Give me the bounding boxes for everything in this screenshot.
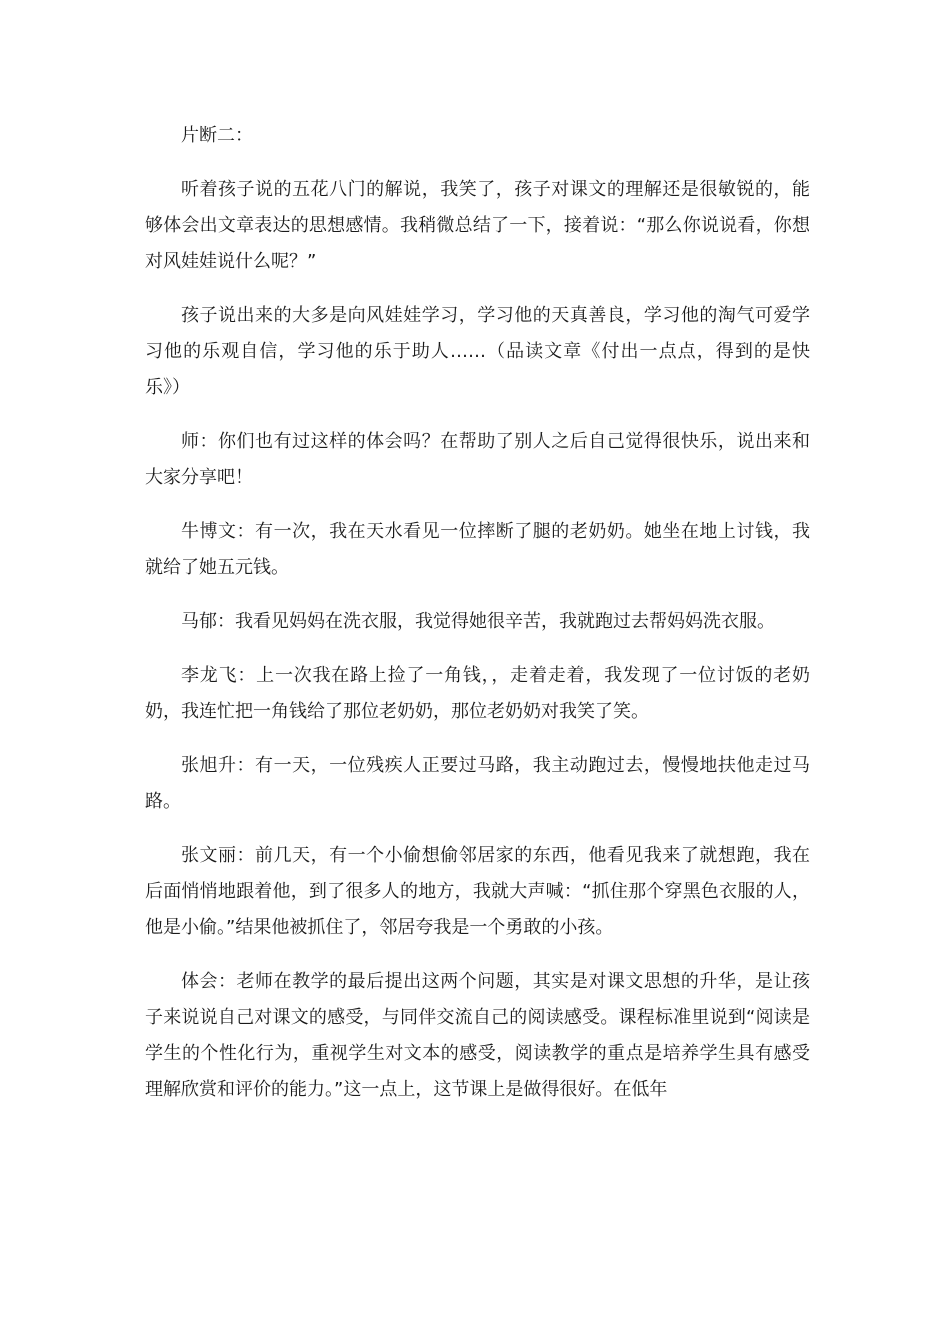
document-body (145, 118, 810, 1126)
paragraph-student-li: 李龙飞：上一次我在路上捡了一角钱，，走着走着，我发现了一位讨饭的老奶奶，我连忙把一角钱给了那位老奶奶，那位老奶奶对我笑了笑。 (145, 665, 810, 722)
paragraph-student-zhang-wenli: 张文丽：前几天，有一个小偷想偷邻居家的东西，他看见我来了就想跑，我在后面悄悄地跟着他，到了很多人的地方，我就大声喊：“抓住那个穿黑色衣服的人，他是小偷。”结果他被抓住了，邻居夸我是一个勇敢的小孩。 (145, 845, 810, 938)
paragraph-student-niu: 牛博文：有一次，我在天水看见一位摔断了腿的老奶奶。她坐在地上讨钱，我就给了她五元钱。 (145, 521, 810, 578)
paragraph-reflection: 体会：老师在教学的最后提出这两个问题，其实是对课文思想的升华，是让孩子来说说自己对课文的感受，与同伴交流自己的阅读感受。课程标准里说到“阅读是学生的个性化行为，重视学生对文本的感受，阅读教学的重点是培养学生具有感受理解欣赏和评价的能力。”这一点上，这节课上是做得很好。在低年 (145, 971, 810, 1100)
paragraph-children-response: 孩子说出来的大多是向风娃娃学习，学习他的天真善良，学习他的淘气可爱学习他的乐观自信，学习他的乐于助人……（品读文章《付出一点点，得到的是快乐》） (145, 305, 810, 398)
section-title: 片断二： (181, 125, 253, 146)
paragraph-narration: 听着孩子说的五花八门的解说，我笑了，孩子对课文的理解还是很敏锐的，能够体会出文章表达的思想感情。我稍微总结了一下，接着说：“那么你说说看，你想对风娃娃说什么呢？” (145, 179, 810, 272)
paragraph-student-zhang-xusheng: 张旭升：有一天，一位残疾人正要过马路，我主动跑过去，慢慢地扶他走过马路。 (145, 755, 810, 812)
paragraph-student-ma: 马郁：我看见妈妈在洗衣服，我觉得她很辛苦，我就跑过去帮妈妈洗衣服。 (181, 611, 775, 632)
paragraph-teacher-question: 师：你们也有过这样的体会吗？在帮助了别人之后自己觉得很快乐，说出来和大家分享吧！ (145, 431, 810, 488)
